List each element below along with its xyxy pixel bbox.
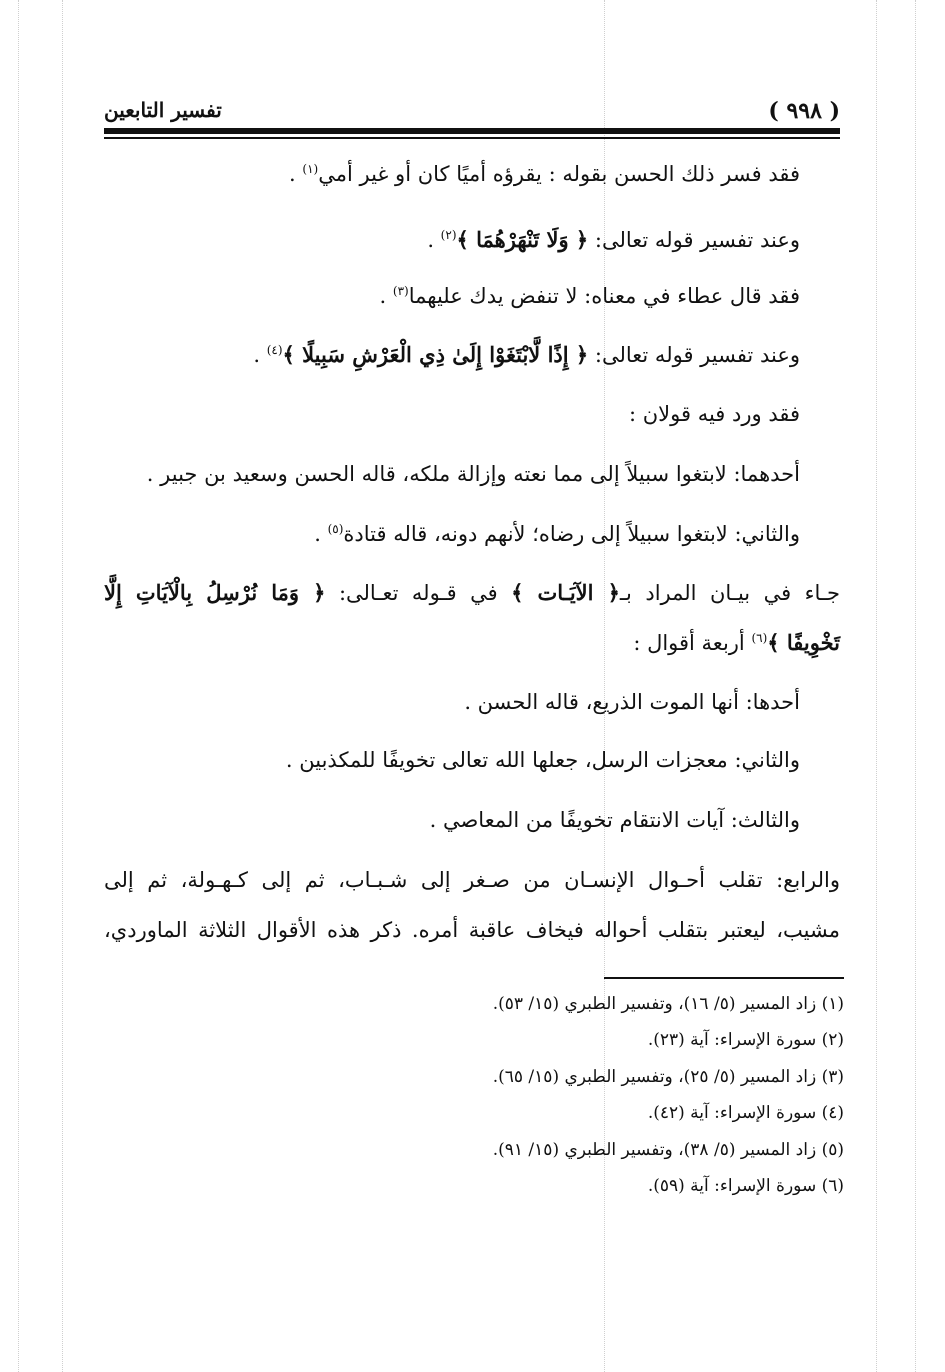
page-header: [104, 88, 840, 128]
paragraph: فقد قال عطاء في معناه: لا تنفض يدك عليهما$^{(٣)}$ .: [379, 284, 800, 308]
footnote: (٤) سورة الإسراء: آية (٤٢).: [647, 1103, 844, 1123]
footnote-ref: (٥): [327, 522, 344, 536]
scan-guide-line: [876, 0, 877, 1372]
paragraph-continuation: مشيب، ليعتبر بتقلب أحواله فيخاف عاقبة أمره. ذكر هذه الأقوال الثلاثة الماوردي،: [104, 918, 840, 942]
running-title: تفسير التابعين: [104, 98, 222, 122]
quran-verse: ﴿ الآيَـات ﴾: [511, 580, 620, 605]
paragraph: أحدهما: لابتغوا سبيلاً إلى مما نعته وإزالة ملكه، قاله الحسن وسعيد بن جبير .: [146, 462, 800, 486]
footnote: (٦) سورة الإسراء: آية (٥٩).: [647, 1176, 844, 1196]
quran-verse: تَخْوِيفًا ﴾: [767, 630, 840, 655]
footnote-ref: (٦): [751, 631, 768, 645]
paragraph-continuation: تَخْوِيفًا ﴾$^{(٦)}$ أربعة أقوال :: [633, 630, 840, 655]
paragraph: أحدها: أنها الموت الذريع، قاله الحسن .: [464, 690, 800, 714]
footnote-ref: (٣): [392, 284, 409, 298]
paragraph: جـاء في بيـان المراد بـ﴿ الآيَـات ﴾ في قـوله تعـالى: ﴿ وَمَا نُرْسِلُ بِالْآيَاتِ إِلَّا: [104, 580, 840, 605]
paragraph: وعند تفسير قوله تعالى: ﴿ إِذًا لَّابْتَغَوْا إِلَىٰ ذِي الْعَرْشِ سَبِيلًا ﴾$^{(٤)}$ .: [253, 342, 800, 367]
footnote: (٢) سورة الإسراء: آية (٢٣).: [647, 1030, 844, 1050]
footnote: (١) زاد المسير (٥/ ١٦)، وتفسير الطبري (١٥/ ٥٣).: [492, 994, 844, 1014]
page-number: ( ٩٩٨ ): [768, 98, 840, 124]
paragraph: فقد ورد فيه قولان :: [628, 402, 800, 426]
footnote: (٥) زاد المسير (٥/ ٣٨)، وتفسير الطبري (١٥/ ٩١).: [492, 1140, 844, 1160]
paragraph: والثالث: آيات الانتقام تخويفًا من المعاصي .: [429, 808, 800, 832]
scan-guide-line: [62, 0, 63, 1372]
footnote-separator: [604, 977, 844, 979]
header-rule-thin: [104, 137, 840, 139]
scan-guide-line: [915, 0, 916, 1372]
header-rule-thick: [104, 128, 840, 134]
quran-verse: ﴿ وَلَا تَنْهَرْهُمَا ﴾: [456, 227, 589, 252]
quran-verse: ﴿ وَمَا نُرْسِلُ بِالْآيَاتِ إِلَّا: [104, 580, 326, 605]
scan-guide-line: [604, 0, 605, 1372]
paragraph: والثاني: معجزات الرسل، جعلها الله تعالى تخويفًا للمكذبين .: [285, 748, 800, 772]
paragraph: فقد فسر ذلك الحسن بقوله : يقرؤه أميًا كان أو غير أمي$^{(١)}$ .: [289, 162, 800, 186]
scan-guide-line: [18, 0, 19, 1372]
quran-verse: ﴿ إِذًا لَّابْتَغَوْا إِلَىٰ ذِي الْعَرْشِ سَبِيلًا ﴾: [282, 342, 589, 367]
footnote-ref: (١): [302, 162, 319, 176]
paragraph: والثاني: لابتغوا سبيلاً إلى رضاه؛ لأنهم دونه، قاله قتادة$^{(٥)}$ .: [314, 522, 800, 546]
footnote-ref: (٢): [440, 228, 457, 242]
paragraph: وعند تفسير قوله تعالى: ﴿ وَلَا تَنْهَرْهُمَا ﴾$^{(٢)}$ .: [427, 227, 800, 252]
footnote: (٣) زاد المسير (٥/ ٢٥)، وتفسير الطبري (١٥/ ٦٥).: [492, 1067, 844, 1087]
paragraph: والرابع: تقلب أحـوال الإنسـان من صـغر إلى شـبـاب، ثم إلى كـهـولة، ثم إلى: [104, 868, 840, 892]
footnote-ref: (٤): [266, 343, 283, 357]
